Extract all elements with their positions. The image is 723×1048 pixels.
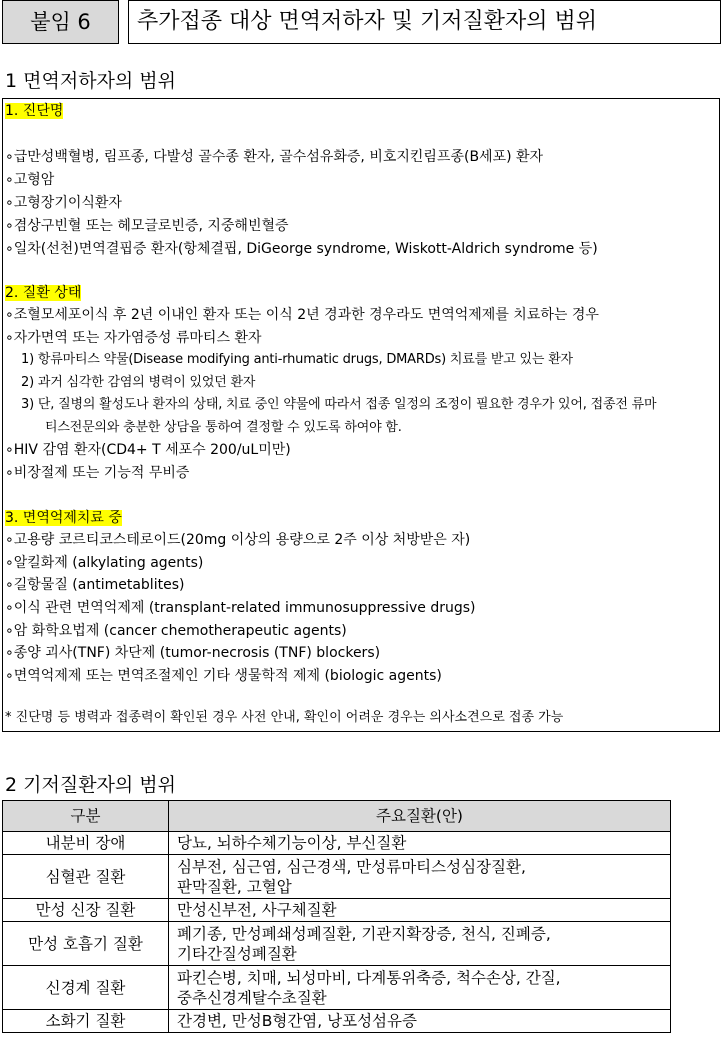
list-item: ∘비장절제 또는 기능적 무비증	[5, 465, 190, 481]
disease-line: 당뇨, 뇌하수체기능이상, 부신질환	[177, 834, 407, 852]
disease-line: 파킨슨병, 치매, 뇌성마비, 다계통위축증, 척수손상, 간질,	[177, 968, 561, 987]
list-subitem-continuation: 티스전문의와 충분한 상담을 통하여 결정할 수 있도록 하여야 함.	[45, 420, 402, 435]
list-item: ∘종양 괴사(TNF) 차단제 (tumor-necrosis (TNF) blockers)	[5, 645, 381, 661]
section-heading-underlying-disease: 2 기저질환자의 범위	[5, 774, 176, 796]
list-item: ∘고형장기이식환자	[5, 195, 122, 211]
list-item: ∘일차(선천)면역결핍증 환자(항체결핍, DiGeorge syndrome, Wiskott-Aldrich syndrome 등)	[5, 241, 598, 257]
document-header	[0, 0, 723, 46]
diseases-cell	[169, 832, 671, 855]
category-cell: 만성 호흡기 질환	[3, 922, 169, 966]
column-header-diseases: 주요질환(안)	[169, 801, 671, 832]
list-item: ∘고용량 코르티코스테로이드(20mg 이상의 용량으로 2주 이상 처방받은 자)	[5, 532, 471, 548]
category-cell: 만성 신장 질환	[3, 899, 169, 922]
table-row	[3, 899, 671, 922]
disease-line: 만성신부전, 사구체질환	[177, 901, 337, 919]
disease-line: 중추신경계탈수초질환	[177, 988, 327, 1007]
diseases-cell	[169, 1010, 671, 1033]
list-item: ∘고형암	[5, 172, 55, 188]
table-row	[3, 855, 671, 899]
footnote: * 진단명 등 병력과 접종력이 확인된 경우 사전 안내, 확인이 어려운 경우는 의사소견으로 접종 가능	[5, 710, 564, 725]
category-cell: 신경계 질환	[3, 966, 169, 1010]
list-subitem: 2) 과거 심각한 감염의 병력이 있었던 환자	[21, 375, 256, 390]
category-cell: 내분비 장애	[3, 832, 169, 855]
table-row	[3, 1010, 671, 1033]
list-item: ∘암 화학요법제 (cancer chemotherapeutic agents)	[5, 623, 347, 639]
document-title: 추가접종 대상 면역저하자 및 기저질환자의 범위	[128, 0, 721, 44]
section-heading-immunocompromised: 1 면역저하자의 범위	[5, 70, 176, 92]
category-cell: 심혈관 질환	[3, 855, 169, 899]
disease-line: 간경변, 만성B형간염, 낭포성섬유증	[177, 1012, 417, 1030]
underlying-disease-table	[2, 800, 671, 1033]
list-item: ∘이식 관련 면역억제제 (transplant-related immunosuppressive drugs)	[5, 600, 476, 616]
table-row	[3, 832, 671, 855]
immunocompromised-box	[2, 98, 720, 732]
list-item: ∘조혈모세포이식 후 2년 이내인 환자 또는 이식 2년 경과한 경우라도 면역억제제를 치료하는 경우	[5, 307, 599, 323]
disease-line: 심부전, 심근염, 심근경색, 만성류마티스성심장질환,	[177, 857, 526, 876]
column-header-category: 구분	[3, 801, 169, 832]
list-item: ∘알킬화제 (alkylating agents)	[5, 555, 204, 571]
list-item: ∘HIV 감염 환자(CD4+ T 세포수 200/uL미만)	[5, 442, 291, 458]
disease-line: 기타간질성폐질환	[177, 944, 297, 963]
list-item: ∘길항물질 (antimetablites)	[5, 577, 185, 593]
table-header-row	[3, 801, 671, 832]
list-item: ∘면역억제제 또는 면역조절제인 기타 생물학적 제제 (biologic agents)	[5, 668, 442, 684]
table-row	[3, 966, 671, 1010]
diseases-cell	[169, 966, 671, 1010]
list-item: ∘겸상구빈혈 또는 헤모글로빈증, 지중해빈혈증	[5, 218, 289, 234]
list-item: ∘자가면역 또는 자가염증성 류마티스 환자	[5, 330, 262, 346]
group-title-condition: 2. 질환 상태	[5, 285, 82, 301]
group-title-diagnosis: 1. 진단명	[5, 103, 64, 119]
disease-line: 폐기종, 만성폐쇄성폐질환, 기관지확장증, 천식, 진폐증,	[177, 924, 551, 943]
diseases-cell	[169, 899, 671, 922]
list-item: ∘급만성백혈병, 림프종, 다발성 골수종 환자, 골수섬유화증, 비호지킨림프종(B세포) 환자	[5, 149, 544, 165]
list-subitem: 3) 단, 질병의 활성도나 환자의 상태, 치료 중인 약물에 따라서 접종 일정의 조정이 필요한 경우가 있어, 접종전 류마	[21, 397, 657, 412]
diseases-cell	[169, 922, 671, 966]
table-row	[3, 922, 671, 966]
category-cell: 소화기 질환	[3, 1010, 169, 1033]
disease-line: 판막질환, 고혈압	[177, 877, 292, 896]
list-subitem: 1) 항류마티스 약물(Disease modifying anti-rhumatic drugs, DMARDs) 치료를 받고 있는 환자	[21, 352, 573, 367]
group-title-immunosuppressive: 3. 면역억제치료 중	[5, 510, 122, 526]
diseases-cell	[169, 855, 671, 899]
attachment-tag: 붙임 6	[2, 0, 119, 44]
